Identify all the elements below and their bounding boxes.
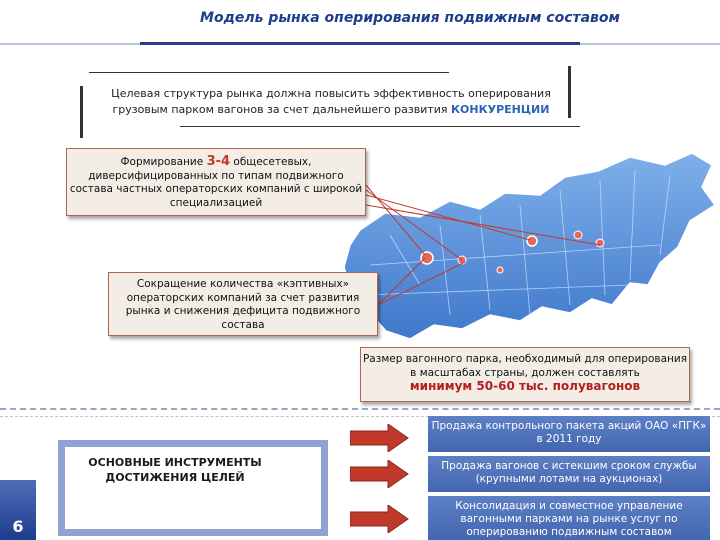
connector-line — [378, 258, 425, 305]
callout-operators-before: Формирование — [120, 156, 207, 168]
connector-line — [366, 195, 530, 240]
red-right-arrow-icon — [350, 505, 410, 533]
callout-operators — [66, 148, 366, 216]
callout-operators-after: общесетевых, диверсифицированных по типам подвижного состава частных операторских компаний с широкой специализацией — [69, 156, 363, 209]
tool-item-wagon-sale: Продажа вагонов с истекшим сроком службы (крупными лотами на аукционах) — [428, 456, 710, 492]
intro-highlight: КОНКУРЕНЦИИ — [451, 103, 550, 116]
callout-fleet-size-strong: минимум 50-60 тыс. полувагонов — [409, 379, 641, 393]
connector-line — [366, 190, 462, 260]
red-right-arrow-icon — [350, 460, 410, 488]
red-right-arrow-icon — [350, 424, 410, 452]
connector-line — [366, 185, 425, 255]
connector-line — [378, 262, 465, 305]
section-divider — [0, 408, 720, 410]
tools-heading: ОСНОВНЫЕ ИНСТРУМЕНТЫ ДОСТИЖЕНИЯ ЦЕЛЕЙ — [88, 456, 262, 484]
callout-fleet-size — [360, 347, 690, 402]
callout-captive-text: Сокращение количества «кэптивных» операторских компаний за счет развития рынка и снижения дефицита подвижного состава — [125, 278, 361, 331]
connector-line — [366, 205, 600, 245]
tool-item-stake-sale: Продажа контрольного пакета акций ОАО «ПГК» в 2011 году — [428, 416, 710, 452]
tool-item-consolidation: Консолидация и совместное управление вагонными парками на рынке услуг по оперированию подвижным составом — [428, 496, 710, 540]
callout-operators-number: 3-4 — [206, 154, 231, 169]
callout-captive — [108, 272, 378, 336]
page-title: Модель рынка оперирования подвижным составом — [200, 10, 620, 26]
page-number: 6 — [12, 517, 24, 536]
intro-statement-text: Целевая структура рынка должна повысить эффективность оперирования грузовым парком вагонов за счет дальнейшего развития — [111, 87, 551, 116]
callout-fleet-size-text: Размер вагонного парка, необходимый для оперирования в масштабах страны, должен составлять — [362, 353, 688, 379]
